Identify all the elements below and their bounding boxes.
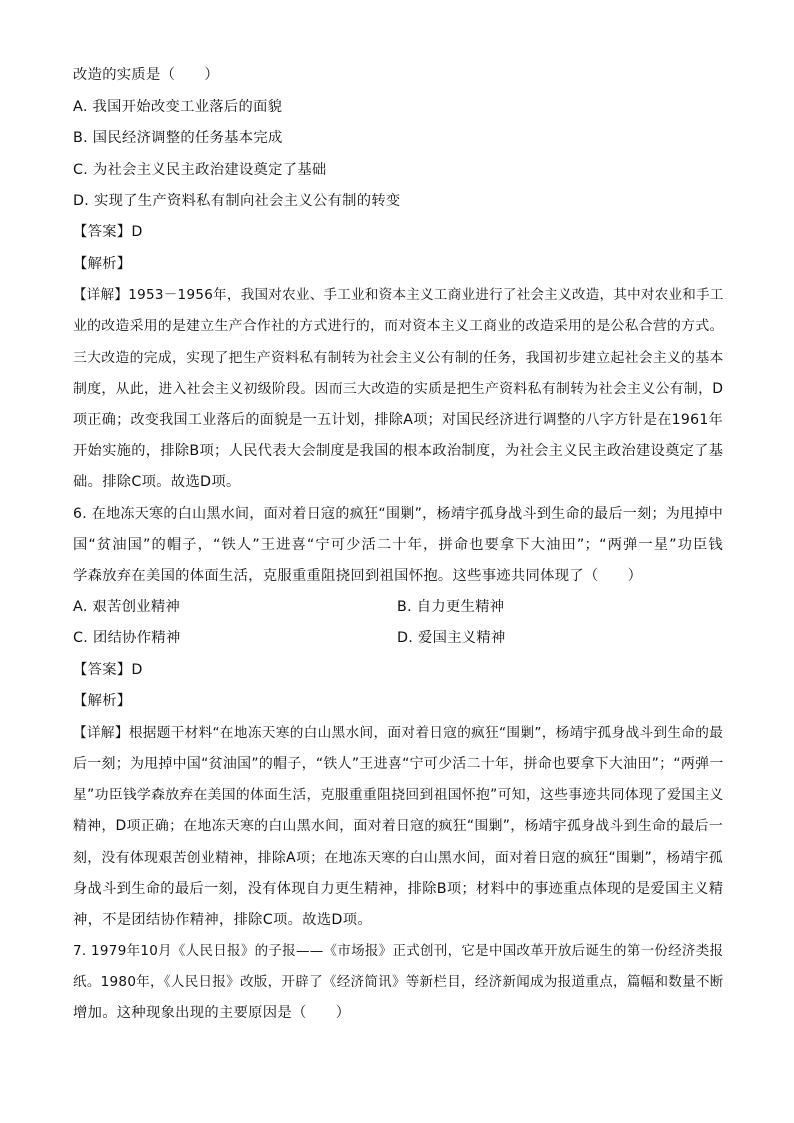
q6-option-b: B. 自力更生精神	[397, 599, 505, 615]
q6-detail-line: 后一刻；为甩掉中国“贫油国”的帽子，“铁人”王进喜“宁可少活二十年，拼命也要拿下大油田”；“两弹一	[73, 756, 724, 772]
q6-detail-line: 身战斗到生命的最后一刻，没有体现自力更生精神，排除B项；材料中的事迹重点体现的是爱国主义精	[73, 881, 724, 897]
q6-analysis-label: 【解析】	[73, 693, 132, 709]
q5-detail-line: 项正确；改变我国工业落后的面貌是一五计划，排除A项；对国民经济进行调整的八字方针是在1961年	[73, 412, 723, 428]
q5-detail-line: 制度，从此，进入社会主义初级阶段。因而三大改造的实质是把生产资料私有制转为社会主义公有制，D	[73, 381, 724, 397]
q5-answer: 【答案】D	[73, 224, 143, 240]
q5-analysis-label: 【解析】	[73, 256, 132, 272]
q6-detail-line: 刻，没有体现艰苦创业精神，排除A项；在地冻天寒的白山黑水间，面对着日寇的疯狂“围剿”，杨靖宇孤	[73, 850, 723, 866]
q6-detail-line: 精神，D项正确；在地冻天寒的白山黑水间，面对着日寇的疯狂“围剿”，杨靖宇孤身战斗到生命的最后一	[73, 818, 723, 834]
q6-option-c: C. 团结协作精神	[73, 630, 181, 646]
q7-stem-line: 纸。1980年，《人民日报》改版，开辟了《经济简讯》等新栏目，经济新闻成为报道重点，篇幅和数量不断	[73, 974, 724, 990]
q6-detail-line: 星”功臣钱学森放弃在美国的体面生活，克服重重阻挠回到祖国怀抱”可知，这些事迹共同体现了爱国主义	[73, 787, 724, 803]
q6-option-d: D. 爱国主义精神	[397, 630, 506, 646]
q5-detail-line: 三大改造的完成，实现了把生产资料私有制转为社会主义公有制的任务，我国初步建立起社会主义的基本	[73, 350, 724, 366]
q6-stem-line: 学森放弃在美国的体面生活，克服重重阻挠回到祖国怀抱。这些事迹共同体现了（ ）	[73, 568, 643, 584]
q6-detail-line: 神，不是团结协作精神，排除C项。故选D项。	[73, 912, 372, 928]
q6-answer: 【答案】D	[73, 662, 143, 678]
q7-stem-line: 增加。这种现象出现的主要原因是（ ）	[73, 1005, 351, 1021]
q6-stem-line: 国“贫油国”的帽子，“铁人”王进喜“宁可少活二十年，拼命也要拿下大油田”；“两弹一星”功臣钱	[73, 537, 723, 553]
q5-option-c: C. 为社会主义民主政治建设奠定了基础	[73, 162, 327, 178]
q6-stem-line: 6. 在地冻天寒的白山黑水间，面对着日寇的疯狂“围剿”，杨靖宇孤身战斗到生命的最后一刻；为甩掉中	[73, 506, 724, 522]
q6-option-a: A. 艰苦创业精神	[73, 599, 181, 615]
q6-detail-line: 【详解】根据题干材料“在地冻天寒的白山黑水间，面对着日寇的疯狂“围剿”，杨靖宇孤身战斗到生命的最	[73, 725, 724, 741]
q5-detail-line: 础。排除C项。故选D项。	[73, 474, 241, 490]
q5-option-a: A. 我国开始改变工业落后的面貌	[73, 99, 283, 115]
q5-detail-line: 【详解】1953－1956年，我国对农业、手工业和资本主义工商业进行了社会主义改造，其中对农业和手工	[73, 287, 724, 303]
q5-detail-line: 开始实施的，排除B项；人民代表大会制度是我国的根本政治制度，为社会主义民主政治建设奠定了基	[73, 443, 724, 459]
q5-detail-line: 业的改造采用的是建立生产合作社的方式进行的，而对资本主义工商业的改造采用的是公私合营的方式。	[73, 318, 724, 334]
q5-option-b: B. 国民经济调整的任务基本完成	[73, 130, 283, 146]
q5-option-d: D. 实现了生产资料私有制向社会主义公有制的转变	[73, 193, 401, 209]
q5-stem-end: 改造的实质是（ ）	[73, 67, 219, 83]
q7-stem-line: 7. 1979年10月《人民日报》的子报——《市场报》正式创刊，它是中国改革开放后诞生的第一份经济类报	[73, 943, 724, 959]
